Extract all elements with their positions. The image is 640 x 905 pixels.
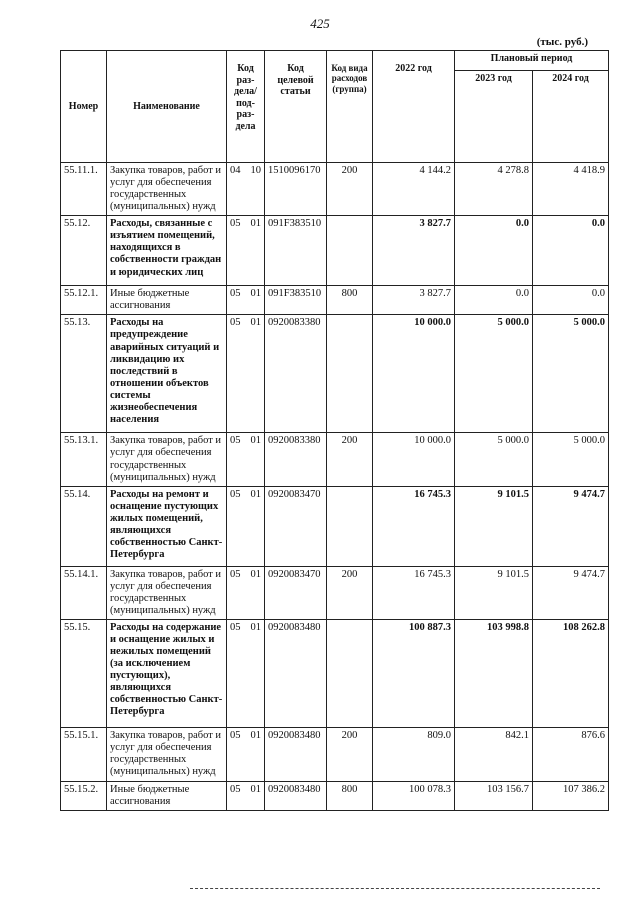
row-2023: 103 998.8 bbox=[455, 619, 533, 727]
header-section: Код раз-дела/ под-раз-дела bbox=[227, 51, 265, 163]
row-subsection: 01 bbox=[250, 317, 261, 329]
row-section: 05 bbox=[230, 568, 241, 580]
row-name: Расходы на предупреждение аварийных ситуаций и ликвидацию их последствий в отношении объектов системы жизнеобеспечения населения bbox=[107, 315, 227, 433]
table-row bbox=[61, 619, 609, 727]
units-label: (тыс. руб.) bbox=[536, 36, 588, 48]
header-name: Наименование bbox=[107, 51, 227, 163]
row-2024: 4 418.9 bbox=[533, 163, 609, 216]
row-2023: 9 101.5 bbox=[455, 566, 533, 619]
header-2023: 2023 год bbox=[455, 71, 533, 163]
row-2022: 3 827.7 bbox=[373, 286, 455, 315]
row-number: 55.14. bbox=[61, 486, 107, 566]
row-number: 55.15. bbox=[61, 619, 107, 727]
row-name: Закупка товаров, работ и услуг для обеспечения государственных (муниципальных) нужд bbox=[107, 163, 227, 216]
row-subsection: 01 bbox=[250, 621, 261, 633]
row-section: 04 bbox=[230, 165, 241, 176]
row-2022: 3 827.7 bbox=[373, 216, 455, 286]
row-target-code: 0920083480 bbox=[265, 727, 327, 781]
header-target: Код целевой статьи bbox=[265, 51, 327, 163]
row-section: 05 bbox=[230, 218, 241, 230]
row-2023: 9 101.5 bbox=[455, 486, 533, 566]
row-number: 55.13.1. bbox=[61, 433, 107, 486]
table-row bbox=[61, 315, 609, 433]
row-2023: 842.1 bbox=[455, 727, 533, 781]
row-target-code: 0920083380 bbox=[265, 433, 327, 486]
row-number: 55.13. bbox=[61, 315, 107, 433]
row-section: 05 bbox=[230, 317, 241, 329]
row-expense-code: 800 bbox=[327, 781, 373, 810]
table-row bbox=[61, 727, 609, 781]
row-section-code bbox=[227, 163, 265, 216]
header-plan-period: Плановый период bbox=[455, 51, 609, 71]
row-name: Иные бюджетные ассигнования bbox=[107, 286, 227, 315]
row-section-code bbox=[227, 727, 265, 781]
row-section-code bbox=[227, 216, 265, 286]
row-2023: 4 278.8 bbox=[455, 163, 533, 216]
row-expense-code: 200 bbox=[327, 727, 373, 781]
row-2024: 5 000.0 bbox=[533, 315, 609, 433]
row-2024: 107 386.2 bbox=[533, 781, 609, 810]
row-target-code: 0920083480 bbox=[265, 781, 327, 810]
row-section-code bbox=[227, 486, 265, 566]
row-section-code bbox=[227, 315, 265, 433]
row-expense-code: 200 bbox=[327, 163, 373, 216]
row-number: 55.14.1. bbox=[61, 566, 107, 619]
header-2022: 2022 год bbox=[373, 51, 455, 163]
row-expense-code: 200 bbox=[327, 566, 373, 619]
row-section: 05 bbox=[230, 435, 241, 447]
row-2022: 16 745.3 bbox=[373, 566, 455, 619]
row-2024: 876.6 bbox=[533, 727, 609, 781]
row-subsection: 01 bbox=[250, 218, 261, 230]
row-subsection: 01 bbox=[250, 488, 261, 500]
row-name: Расходы на ремонт и оснащение пустующих жилых помещений, являющихся собственностью Санкт-Петербурга bbox=[107, 486, 227, 566]
row-name: Закупка товаров, работ и услуг для обеспечения государственных (муниципальных) нужд bbox=[107, 433, 227, 486]
row-section: 05 bbox=[230, 288, 241, 300]
table-row bbox=[61, 216, 609, 286]
row-2024: 9 474.7 bbox=[533, 566, 609, 619]
row-target-code: 091F383510 bbox=[265, 286, 327, 315]
row-section-code bbox=[227, 619, 265, 727]
footer-divider bbox=[190, 888, 600, 889]
row-subsection: 10 bbox=[250, 165, 261, 176]
row-2024: 0.0 bbox=[533, 216, 609, 286]
row-2022: 100 887.3 bbox=[373, 619, 455, 727]
row-expense-code bbox=[327, 315, 373, 433]
row-name: Расходы на содержание и оснащение жилых и нежилых помещений (за исключением пустующих), являющихся собственностью Санкт-Петербурга bbox=[107, 619, 227, 727]
header-expense: Код вида расходов (группа) bbox=[327, 51, 373, 163]
row-number: 55.12.1. bbox=[61, 286, 107, 315]
row-name: Закупка товаров, работ и услуг для обеспечения государственных (муниципальных) нужд bbox=[107, 727, 227, 781]
row-section-code bbox=[227, 566, 265, 619]
row-target-code: 0920083470 bbox=[265, 486, 327, 566]
row-2024: 0.0 bbox=[533, 286, 609, 315]
row-2022: 100 078.3 bbox=[373, 781, 455, 810]
row-section: 05 bbox=[230, 488, 241, 500]
row-section-code bbox=[227, 433, 265, 486]
row-target-code: 0920083470 bbox=[265, 566, 327, 619]
table-row bbox=[61, 163, 609, 216]
table-row bbox=[61, 486, 609, 566]
table-row bbox=[61, 286, 609, 315]
page-number: 425 bbox=[310, 16, 330, 31]
row-2023: 103 156.7 bbox=[455, 781, 533, 810]
row-subsection: 01 bbox=[250, 729, 261, 741]
row-expense-code bbox=[327, 216, 373, 286]
row-2024: 108 262.8 bbox=[533, 619, 609, 727]
row-target-code: 0920083480 bbox=[265, 619, 327, 727]
table-body bbox=[61, 163, 609, 811]
row-subsection: 01 bbox=[250, 783, 261, 795]
row-subsection: 01 bbox=[250, 435, 261, 447]
row-expense-code: 800 bbox=[327, 286, 373, 315]
row-expense-code: 200 bbox=[327, 433, 373, 486]
row-number: 55.12. bbox=[61, 216, 107, 286]
row-target-code: 1510096170 bbox=[265, 163, 327, 216]
row-number: 55.15.2. bbox=[61, 781, 107, 810]
row-section-code bbox=[227, 286, 265, 315]
row-target-code: 091F383510 bbox=[265, 216, 327, 286]
row-2022: 10 000.0 bbox=[373, 433, 455, 486]
row-2023: 0.0 bbox=[455, 286, 533, 315]
row-2023: 5 000.0 bbox=[455, 315, 533, 433]
row-2024: 9 474.7 bbox=[533, 486, 609, 566]
row-target-code: 0920083380 bbox=[265, 315, 327, 433]
row-number: 55.11.1. bbox=[61, 163, 107, 216]
row-2022: 16 745.3 bbox=[373, 486, 455, 566]
row-section: 05 bbox=[230, 729, 241, 741]
row-expense-code bbox=[327, 486, 373, 566]
row-subsection: 01 bbox=[250, 568, 261, 580]
header-2024: 2024 год bbox=[533, 71, 609, 163]
row-2022: 4 144.2 bbox=[373, 163, 455, 216]
row-2022: 809.0 bbox=[373, 727, 455, 781]
row-section: 05 bbox=[230, 783, 241, 795]
row-2023: 0.0 bbox=[455, 216, 533, 286]
row-2022: 10 000.0 bbox=[373, 315, 455, 433]
table-row bbox=[61, 781, 609, 810]
row-section-code bbox=[227, 781, 265, 810]
row-name: Закупка товаров, работ и услуг для обеспечения государственных (муниципальных) нужд bbox=[107, 566, 227, 619]
row-subsection: 01 bbox=[250, 288, 261, 300]
table-row bbox=[61, 433, 609, 486]
row-section: 05 bbox=[230, 621, 241, 633]
table-row bbox=[61, 566, 609, 619]
header-number: Номер bbox=[61, 51, 107, 163]
budget-table bbox=[60, 50, 609, 811]
row-name: Иные бюджетные ассигнования bbox=[107, 781, 227, 810]
row-name: Расходы, связанные с изъятием помещений, находящихся в собственности граждан и юридических лиц bbox=[107, 216, 227, 286]
row-number: 55.15.1. bbox=[61, 727, 107, 781]
row-expense-code bbox=[327, 619, 373, 727]
row-2023: 5 000.0 bbox=[455, 433, 533, 486]
row-2024: 5 000.0 bbox=[533, 433, 609, 486]
